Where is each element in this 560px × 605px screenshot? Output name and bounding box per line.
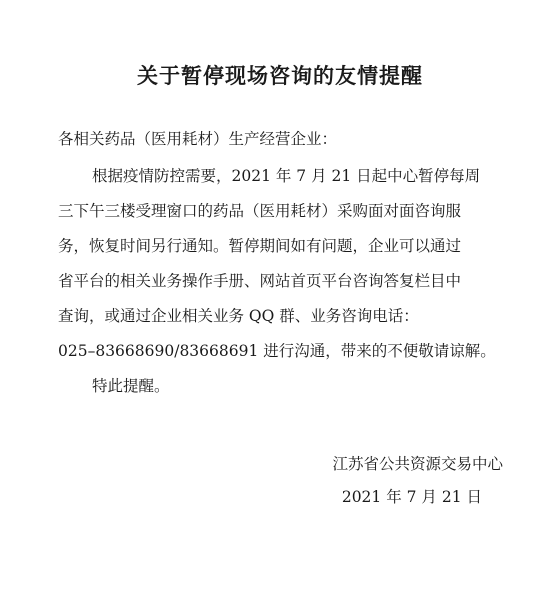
body-paragraph-line: 省平台的相关业务操作手册、网站首页平台咨询答复栏目中 [58,272,462,290]
body-paragraph-line: 根据疫情防控需要，2021 年 7 月 21 日起中心暂停每周 [92,167,481,185]
signature-organization: 江苏省公共资源交易中心 [332,455,503,473]
body-paragraph-line: 三下午三楼受理窗口的药品（医用耗材）采购面对面咨询服 [58,202,462,220]
body-paragraph-line: 025–83668690/83668691 进行沟通，带来的不便敬请谅解。 [58,342,496,360]
body-paragraph-line: 务，恢复时间另行通知。暂停期间如有问题，企业可以通过 [58,237,462,255]
closing-remark: 特此提醒。 [92,377,170,395]
notice-title: 关于暂停现场咨询的友情提醒 [137,63,423,88]
salutation: 各相关药品（医用耗材）生产经营企业： [58,130,338,148]
body-paragraph-line: 查询，或通过企业相关业务 QQ 群、业务咨询电话： [58,307,419,325]
signature-date: 2021 年 7 月 21 日 [341,488,482,506]
